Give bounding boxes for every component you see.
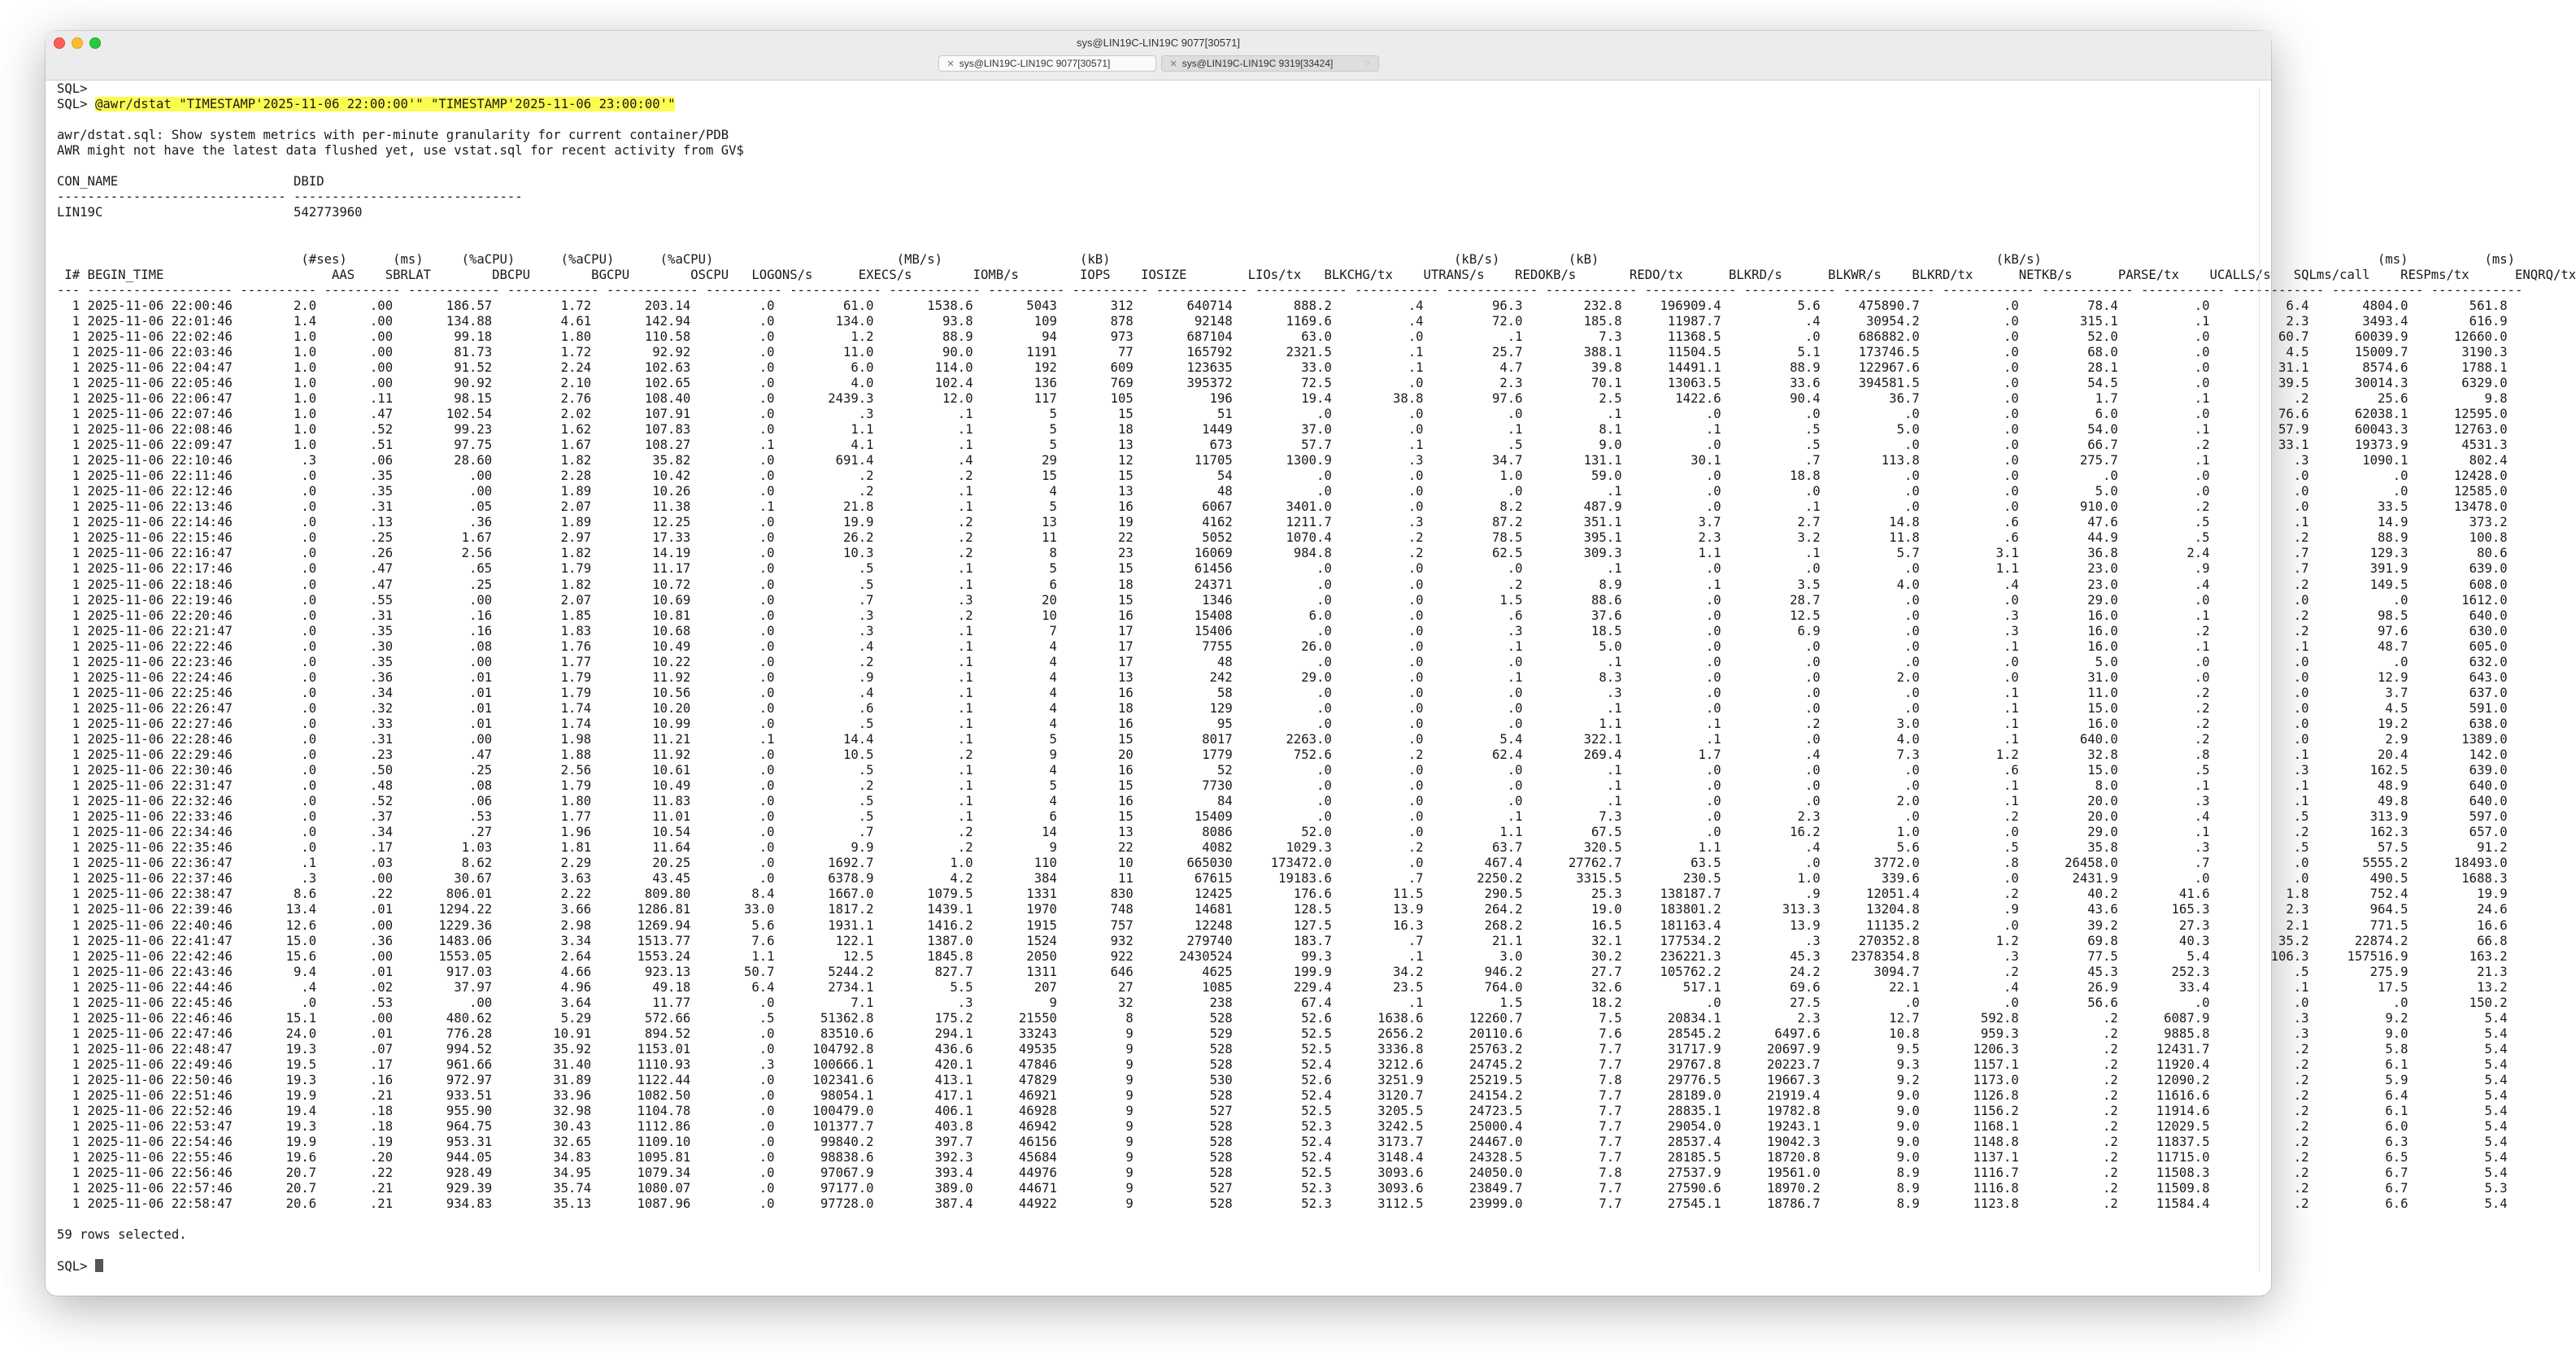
activity-spinner-icon: ◌ <box>1364 59 1370 68</box>
prompt: SQL> <box>57 1258 95 1274</box>
terminal-window <box>46 31 2576 1296</box>
table-row: 1 2025-11-06 22:36:47 .1 .03 8.62 2.29 20.25 .0 1692.7 1.0 110 10 665030 173472.0 .0 467.4 27762.7 63.5 .0 3772.0 .8 26458.0 .7 .0 5555.2 18493.0 <box>57 856 2508 871</box>
table-row: 1 2025-11-06 22:24:46 .0 .36 .01 1.79 11.92 .0 .9 .1 4 13 242 29.0 .0 .1 8.3 .0 .0 2.0 .0 31.0 .0 .0 12.9 643.0 <box>57 669 2508 685</box>
table-row: 1 2025-11-06 22:47:46 24.0 .01 776.28 10.91 894.52 .0 83510.6 294.1 33243 9 529 52.5 2656.2 20110.6 7.6 28545.2 6497.6 10.8 959.3 .2 9885.8 .3 9.0 5.4 <box>57 1026 2508 1041</box>
tab-label: sys@LIN19C-LIN19C 9077[30571] <box>959 58 1111 69</box>
prompt: SQL> <box>57 97 95 112</box>
table-row: 1 2025-11-06 22:58:47 20.6 .21 934.83 35.13 1087.96 .0 97728.0 387.4 44922 9 528 52.3 3112.5 23999.0 7.7 27545.1 18786.7 8.9 1123.8 .2 11584.4 .2 6.6 5.4 <box>57 1196 2508 1212</box>
table-row: 1 2025-11-06 22:32:46 .0 .52 .06 1.80 11.83 .0 .5 .1 4 16 84 .0 .0 .0 .1 .0 .0 2.0 .1 20.0 .3 .1 49.8 640.0 <box>57 794 2508 809</box>
title-bar <box>46 31 2271 81</box>
close-icon[interactable]: ✕ <box>1169 59 1177 69</box>
table-row: 1 2025-11-06 22:18:46 .0 .47 .25 1.82 10.72 .0 .5 .1 6 18 24371 .0 .0 .2 8.9 .1 3.5 4.0 .4 23.0 .4 .2 149.5 608.0 <box>57 577 2508 592</box>
table-row: 1 2025-11-06 22:13:46 .0 .31 .05 2.07 11.38 .1 21.8 .1 5 16 6067 3401.0 .0 8.2 487.9 .0 .1 .0 .0 910.0 .2 .0 33.5 13478.0 <box>57 499 2508 515</box>
tab-session-1[interactable] <box>938 55 1156 72</box>
text-cursor <box>95 1259 103 1272</box>
table-row: 1 2025-11-06 22:48:47 19.3 .07 994.52 35.92 1153.01 .0 104792.8 436.6 49535 9 528 52.5 3336.8 25763.2 7.7 31717.9 20697.9 9.5 1206.3 .2 12431.7 .2 5.8 5.4 <box>57 1041 2508 1057</box>
table-row: 1 2025-11-06 22:55:46 19.6 .20 944.05 34.83 1095.81 .0 98838.6 392.3 45684 9 528 52.4 3148.4 24328.5 7.7 28185.5 18720.8 9.0 1137.1 .2 11715.0 .2 6.5 5.4 <box>57 1150 2508 1165</box>
table-row: 1 2025-11-06 22:15:46 .0 .25 1.67 2.97 17.33 .0 26.2 .2 11 22 5052 1070.4 .2 78.5 395.1 2.3 3.2 11.8 .6 44.9 .5 .2 88.9 100.8 <box>57 530 2508 546</box>
table-row: 1 2025-11-06 22:17:46 .0 .47 .65 1.79 11.17 .0 .5 .1 5 15 61456 .0 .0 .0 .1 .0 .0 .0 1.1 23.0 .9 .7 391.9 639.0 <box>57 561 2508 577</box>
table-row: 1 2025-11-06 22:39:46 13.4 .01 1294.22 3.66 1286.81 33.0 1817.2 1439.1 1970 748 14681 128.5 13.9 264.2 19.0 183801.2 313.3 13204.8 .9 43.6 165.3 2.3 964.5 24.6 <box>57 902 2508 917</box>
command-line <box>57 97 2247 112</box>
table-row: 1 2025-11-06 22:07:46 1.0 .47 102.54 2.02 107.91 .0 .3 .1 5 15 51 .0 .0 .0 .1 .0 .0 .0 .0 6.0 .0 76.6 62038.1 12595.0 <box>57 406 2508 421</box>
info-line: awr/dstat.sql: Show system metrics with per-minute granularity for current container/PDB <box>57 128 729 143</box>
prompt-line: SQL> <box>57 81 88 96</box>
table-row: 1 2025-11-06 22:51:46 19.9 .21 933.51 33.96 1082.50 .0 98054.1 417.1 46921 9 528 52.4 3120.7 24154.2 7.7 28189.0 21919.4 9.0 1126.8 .2 11616.6 .2 6.4 5.4 <box>57 1088 2508 1104</box>
table-row: 1 2025-11-06 22:09:47 1.0 .51 97.75 1.67 108.27 .1 4.1 .1 5 13 673 57.7 .1 .5 9.0 .0 .5 .0 .0 66.7 .2 33.1 19373.9 4531.3 <box>57 438 2508 453</box>
close-icon[interactable]: ✕ <box>946 59 955 69</box>
terminal-output[interactable] <box>57 81 2576 1279</box>
table-row: 1 2025-11-06 22:00:46 2.0 .00 186.57 1.72 203.14 .0 61.0 1538.6 5043 312 640714 888.2 .4 96.3 232.8 196909.4 5.6 475890.7 .0 78.4 .0 6.4 4804.0 561.8 <box>57 298 2508 313</box>
table-row: 1 2025-11-06 22:19:46 .0 .55 .00 2.07 10.69 .0 .7 .3 20 15 1346 .0 .0 1.5 88.6 .0 28.7 .0 .0 29.0 .0 .0 .0 1612.0 <box>57 592 2508 608</box>
table-underline: --- ------------------- ---------- ---------- ------------ ------------ ------------ ---------- ------------ ------------ ---------- ---------- ------------ ------------ ----------- ------------ ------------ ------------ ------------ ------------ ------------ ------------ ----------- ------------ ------------ ------------ <box>57 282 2523 298</box>
tab-bar <box>46 55 2271 73</box>
table-row: 1 2025-11-06 22:41:47 15.0 .36 1483.06 3.34 1513.77 7.6 122.1 1387.0 1524 932 279740 183.7 .7 21.1 32.1 177534.2 .3 270352.8 1.2 69.8 40.3 35.2 22874.2 66.8 <box>57 933 2508 948</box>
table-row: 1 2025-11-06 22:08:46 1.0 .52 99.23 1.62 107.83 .0 1.1 .1 5 18 1449 37.0 .0 .1 8.1 .1 .5 5.0 .0 54.0 .1 57.9 60043.3 12763.0 <box>57 422 2508 438</box>
table-row: 1 2025-11-06 22:57:46 20.7 .21 929.39 35.74 1080.07 .0 97177.0 389.0 44671 9 527 52.3 3093.6 23849.7 7.7 27590.6 18970.2 8.9 1116.8 .2 11509.8 .2 6.7 5.3 <box>57 1181 2508 1196</box>
table-row: 1 2025-11-06 22:49:46 19.5 .17 961.66 31.40 1110.93 .3 100666.1 420.1 47846 9 528 52.4 3212.6 24745.2 7.7 29767.8 20223.7 9.3 1157.1 .2 11920.4 .2 6.1 5.4 <box>57 1057 2508 1072</box>
command-text: @awr/dstat "TIMESTAMP'2025-11-06 22:00:00'" "TIMESTAMP'2025-11-06 23:00:00'" <box>94 97 676 112</box>
table-row: 1 2025-11-06 22:30:46 .0 .50 .25 2.56 10.61 .0 .5 .1 4 16 52 .0 .0 .0 .1 .0 .0 .0 .6 15.0 .5 .3 162.5 639.0 <box>57 763 2508 778</box>
table-row: 1 2025-11-06 22:56:46 20.7 .22 928.49 34.95 1079.34 .0 97067.9 393.4 44976 9 528 52.5 3093.6 24050.0 7.8 27537.9 19561.0 8.9 1116.7 .2 11508.3 .2 6.7 5.4 <box>57 1165 2508 1181</box>
table-row: 1 2025-11-06 22:14:46 .0 .13 .36 1.89 12.25 .0 19.9 .2 13 19 4162 1211.7 .3 87.2 351.1 3.7 2.7 14.8 .6 47.6 .5 .1 14.9 373.2 <box>57 515 2508 530</box>
table-row: 1 2025-11-06 22:21:47 .0 .35 .16 1.83 10.68 .0 .3 .1 7 17 15406 .0 .0 .3 18.5 .0 6.9 .0 .3 16.0 .2 .2 97.6 630.0 <box>57 623 2508 638</box>
blank-line <box>57 1212 2247 1227</box>
table-row: 1 2025-11-06 22:54:46 19.9 .19 953.31 32.65 1109.10 .0 99840.2 397.7 46156 9 528 52.4 3173.7 24467.0 7.7 28537.4 19042.3 9.0 1148.8 .2 11837.5 .2 6.3 5.4 <box>57 1135 2508 1150</box>
table-row: 1 2025-11-06 22:28:46 .0 .31 .00 1.98 11.21 .1 14.4 .1 5 15 8017 2263.0 .0 5.4 322.1 .1 .0 4.0 .1 640.0 .2 .0 2.9 1389.0 <box>57 731 2508 747</box>
table-row: 1 2025-11-06 22:23:46 .0 .35 .00 1.77 10.22 .0 .2 .1 4 17 48 .0 .0 .0 .1 .0 .0 .0 .0 5.0 .0 .0 .0 632.0 <box>57 654 2508 669</box>
blank-line <box>57 236 2247 251</box>
table-header-units: (#ses) (ms) (%aCPU) (%aCPU) (%aCPU) (MB/s) (kB) (kB/s) (kB) (kB/s) (ms) (ms) <box>57 251 2516 267</box>
blank-line <box>57 159 2247 174</box>
table-row: 1 2025-11-06 22:01:46 1.4 .00 134.88 4.61 142.94 .0 134.0 93.8 109 878 92148 1169.6 .4 72.0 185.8 11987.7 .4 30954.2 .0 315.1 .1 2.3 3493.4 616.9 <box>57 313 2508 329</box>
final-prompt-line[interactable] <box>57 1259 2247 1274</box>
rows-selected: 59 rows selected. <box>57 1227 187 1243</box>
table-row: 1 2025-11-06 22:02:46 1.0 .00 99.18 1.80 110.58 .0 1.2 88.9 94 973 687104 63.0 .0 .1 7.3 11368.5 .0 686882.0 .0 52.0 .0 60.7 60039.9 12660.0 <box>57 329 2508 344</box>
table-row: 1 2025-11-06 22:43:46 9.4 .01 917.03 4.66 923.13 50.7 5244.2 827.7 1311 646 4625 199.9 34.2 946.2 27.7 105762.2 24.2 3094.7 .2 45.3 252.3 .5 275.9 21.3 <box>57 964 2508 979</box>
table-row: 1 2025-11-06 22:20:46 .0 .31 .16 1.85 10.81 .0 .3 .2 10 16 15408 6.0 .0 .6 37.6 .0 12.5 .0 .3 16.0 .1 .2 98.5 640.0 <box>57 608 2508 623</box>
table-row: 1 2025-11-06 22:29:46 .0 .23 .47 1.88 11.92 .0 10.5 .2 9 20 1779 752.6 .2 62.4 269.4 1.7 .4 7.3 1.2 32.8 .8 .1 20.4 142.0 <box>57 747 2508 763</box>
blank-line <box>57 220 2247 236</box>
con-header: CON_NAME DBID <box>57 174 324 190</box>
table-row: 1 2025-11-06 22:35:46 .0 .17 1.03 1.81 11.64 .0 9.9 .2 9 22 4082 1029.3 .2 63.7 320.5 1.1 .4 5.6 .5 35.8 .3 .5 57.5 91.2 <box>57 840 2508 856</box>
table-row: 1 2025-11-06 22:11:46 .0 .35 .00 2.28 10.42 .0 .2 .2 15 15 54 .0 .0 1.0 59.0 .0 18.8 .0 .0 .0 .0 .0 .0 12428.0 <box>57 468 2508 484</box>
tab-label: sys@LIN19C-LIN19C 9319[33424] <box>1181 58 1334 69</box>
table-row: 1 2025-11-06 22:52:46 19.4 .18 955.90 32.98 1104.78 .0 100479.0 406.1 46928 9 527 52.5 3205.5 24723.5 7.7 28835.1 19782.8 9.0 1156.2 .2 11914.6 .2 6.1 5.4 <box>57 1104 2508 1119</box>
table-row: 1 2025-11-06 22:31:47 .0 .48 .08 1.79 10.49 .0 .2 .1 5 15 7730 .0 .0 .0 .1 .0 .0 .0 .1 8.0 .1 .1 48.9 640.0 <box>57 778 2508 794</box>
table-row: 1 2025-11-06 22:45:46 .0 .53 .00 3.64 11.77 .0 7.1 .3 9 32 238 67.4 .1 1.5 18.2 .0 27.5 .0 .0 56.6 .0 .0 .0 150.2 <box>57 995 2508 1010</box>
con-underline: ------------------------------ ------------------------------ <box>57 190 523 205</box>
tab-session-2[interactable] <box>1161 55 1379 72</box>
table-row: 1 2025-11-06 22:22:46 .0 .30 .08 1.76 10.49 .0 .4 .1 4 17 7755 26.0 .0 .1 5.0 .0 .0 .0 .1 16.0 .1 .1 48.7 605.0 <box>57 638 2508 654</box>
table-row: 1 2025-11-06 22:50:46 19.3 .16 972.97 31.89 1122.44 .0 102341.6 413.1 47829 9 530 52.6 3251.9 25219.5 7.8 29776.5 19667.3 9.2 1173.0 .2 12090.2 .2 5.9 5.4 <box>57 1073 2508 1087</box>
table-row: 1 2025-11-06 22:03:46 1.0 .00 81.73 1.72 92.92 .0 11.0 90.0 1191 77 165792 2321.5 .1 25.7 388.1 11504.5 5.1 173746.5 .0 68.0 .0 4.5 15009.7 3190.3 <box>57 344 2508 359</box>
table-row: 1 2025-11-06 22:53:47 19.3 .18 964.75 30.43 1112.86 .0 101377.7 403.8 46942 9 528 52.3 3242.5 25000.4 7.7 29054.0 19243.1 9.0 1168.1 .2 12029.5 .2 6.0 5.4 <box>57 1119 2508 1135</box>
table-row: 1 2025-11-06 22:26:47 .0 .32 .01 1.74 10.20 .0 .6 .1 4 18 129 .0 .0 .0 .1 .0 .0 .0 .1 15.0 .2 .0 4.5 591.0 <box>57 700 2508 716</box>
info-line: AWR might not have the latest data flushed yet, use vstat.sql for recent activity from GV$ <box>57 143 744 159</box>
table-row: 1 2025-11-06 22:05:46 1.0 .00 90.92 2.10 102.65 .0 4.0 102.4 136 769 395372 72.5 .0 2.3 70.1 13063.5 33.6 394581.5 .0 54.5 .0 39.5 30014.3 6329.0 <box>57 375 2508 390</box>
blank-line <box>57 112 2247 128</box>
scrollbar[interactable] <box>2259 88 2268 1271</box>
table-row: 1 2025-11-06 22:37:46 .3 .00 30.67 3.63 43.45 .0 6378.9 4.2 384 11 67615 19183.6 .7 2250.2 3315.5 230.5 1.0 339.6 .0 2431.9 .0 .0 490.5 1688.3 <box>57 871 2508 887</box>
table-row: 1 2025-11-06 22:12:46 .0 .35 .00 1.89 10.26 .0 .2 .1 4 13 48 .0 .0 .0 .1 .0 .0 .0 .0 5.0 .0 .0 .0 12585.0 <box>57 484 2508 499</box>
con-row: LIN19C 542773960 <box>57 205 363 220</box>
result-rows <box>57 298 2508 1213</box>
window-title: sys@LIN19C-LIN19C 9077[30571] <box>1076 37 1241 49</box>
table-row: 1 2025-11-06 22:38:47 8.6 .22 806.01 2.22 809.80 8.4 1667.0 1079.5 1331 830 12425 176.6 11.5 290.5 25.3 138187.7 .9 12051.4 .2 40.2 41.6 1.8 752.4 19.9 <box>57 887 2508 902</box>
table-row: 1 2025-11-06 22:04:47 1.0 .00 91.52 2.24 102.63 .0 6.0 114.0 192 609 123635 33.0 .1 4.7 39.8 14491.1 88.9 122967.6 .0 28.1 .0 31.1 8574.6 1788.1 <box>57 359 2508 375</box>
table-row: 1 2025-11-06 22:10:46 .3 .06 28.60 1.82 35.82 .0 691.4 .4 29 12 11705 1300.9 .3 34.7 131.1 30.1 .7 113.8 .0 275.7 .1 .3 1090.1 802.4 <box>57 453 2508 468</box>
table-row: 1 2025-11-06 22:25:46 .0 .34 .01 1.79 10.56 .0 .4 .1 4 16 58 .0 .0 .0 .3 .0 .0 .0 .1 11.0 .2 .0 3.7 637.0 <box>57 685 2508 700</box>
table-row: 1 2025-11-06 22:33:46 .0 .37 .53 1.77 11.01 .0 .5 .1 6 15 15409 .0 .0 .1 7.3 .0 2.3 .0 .2 20.0 .4 .5 313.9 597.0 <box>57 809 2508 825</box>
blank-line <box>57 1244 2247 1259</box>
table-row: 1 2025-11-06 22:46:46 15.1 .00 480.62 5.29 572.66 .5 51362.8 175.2 21550 8 528 52.6 1638.6 12260.7 7.5 20834.1 2.3 12.7 592.8 .2 6087.9 .3 9.2 5.4 <box>57 1010 2508 1026</box>
table-row: 1 2025-11-06 22:06:47 1.0 .11 98.15 2.76 108.40 .0 2439.3 12.0 117 105 196 19.4 38.8 97.6 2.5 1422.6 90.4 36.7 .0 1.7 .1 .2 25.6 9.8 <box>57 390 2508 406</box>
table-row: 1 2025-11-06 22:42:46 15.6 .00 1553.05 2.64 1553.24 1.1 12.5 1845.8 2050 922 2430524 99.3 .1 3.0 30.2 236221.3 45.3 2378354.8 .3 77.5 5.4 106.3 157516.9 163.2 <box>57 948 2508 964</box>
table-row: 1 2025-11-06 22:34:46 .0 .34 .27 1.96 10.54 .0 .7 .2 14 13 8086 52.0 .0 1.1 67.5 .0 16.2 1.0 .0 29.0 .1 .2 162.3 657.0 <box>57 825 2508 840</box>
table-row: 1 2025-11-06 22:44:46 .4 .02 37.97 4.96 49.18 6.4 2734.1 5.5 207 27 1085 229.4 23.5 764.0 32.6 517.1 69.6 22.1 .4 26.9 33.4 .1 17.5 13.2 <box>57 979 2508 995</box>
table-row: 1 2025-11-06 22:40:46 12.6 .00 1229.36 2.98 1269.94 5.6 1931.1 1416.2 1915 757 12248 127.5 16.3 268.2 16.5 181163.4 13.9 11135.2 .0 39.2 27.3 2.1 771.5 16.6 <box>57 917 2508 933</box>
table-header: I# BEGIN_TIME AAS SBRLAT DBCPU BGCPU OSCPU LOGONS/s EXECS/s IOMB/s IOPS IOSIZE LIOs/tx BLKCHG/tx UTRANS/s REDOKB/s REDO/tx BLKRD/s BLKWR/s BLKRD/tx NETKB/s PARSE/tx UCALLS/s SQLms/call RESPms/tx ENQRQ/tx <box>57 267 2576 282</box>
table-row: 1 2025-11-06 22:16:47 .0 .26 2.56 1.82 14.19 .0 10.3 .2 8 23 16069 984.8 .2 62.5 309.3 1.1 .1 5.7 3.1 36.8 2.4 .7 129.3 80.6 <box>57 546 2508 561</box>
table-row: 1 2025-11-06 22:27:46 .0 .33 .01 1.74 10.99 .0 .5 .1 4 16 95 .0 .0 .0 1.1 .1 .2 3.0 .1 16.0 .2 .0 19.2 638.0 <box>57 716 2508 731</box>
